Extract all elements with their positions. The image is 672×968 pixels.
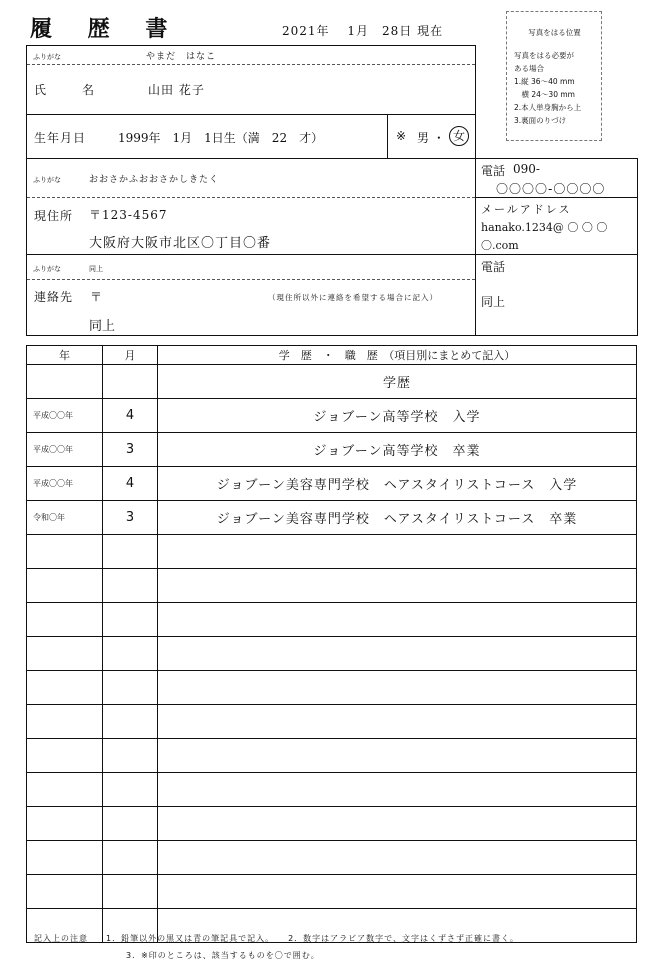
photo-placeholder bbox=[506, 11, 602, 141]
history-month-cell bbox=[103, 841, 158, 875]
furigana-label: ふりがな bbox=[33, 53, 61, 61]
history-content-cell bbox=[158, 841, 637, 875]
history-year-cell bbox=[27, 535, 103, 569]
divider bbox=[387, 115, 388, 158]
table-row bbox=[27, 637, 637, 671]
history-month-cell bbox=[103, 365, 158, 399]
name-value: 山田 花子 bbox=[148, 83, 205, 97]
gender-female-circled: 女 bbox=[449, 126, 469, 146]
history-content-cell bbox=[158, 705, 637, 739]
history-year-cell bbox=[27, 875, 103, 909]
address-furigana: おおさかふおおさかしきたく bbox=[89, 175, 220, 185]
table-header-row bbox=[27, 346, 637, 365]
history-content-cell bbox=[158, 671, 637, 705]
divider bbox=[476, 197, 637, 198]
email-value: 〇.com bbox=[481, 239, 519, 252]
birth-value: 1999年 1月 1日生（満 22 才） bbox=[118, 131, 324, 145]
history-month-cell bbox=[103, 739, 158, 773]
table-row bbox=[27, 807, 637, 841]
document-date: 2021年 1月 28日 現在 bbox=[282, 24, 444, 38]
name-label: 氏 名 bbox=[34, 83, 99, 97]
history-year-cell bbox=[27, 773, 103, 807]
table-row bbox=[27, 671, 637, 705]
contact-postal: 〒 bbox=[90, 290, 103, 304]
history-content-cell: ジョブーン美容専門学校 ヘアスタイリストコース 入学 bbox=[158, 467, 637, 501]
photo-title: 写真をはる位置 bbox=[528, 28, 581, 37]
history-month-cell: 3 bbox=[103, 501, 158, 535]
history-month-cell bbox=[103, 773, 158, 807]
history-content-cell: ジョブーン美容専門学校 ヘアスタイリストコース 卒業 bbox=[158, 501, 637, 535]
phone-value: 090- bbox=[513, 162, 540, 176]
history-content-cell: ジョブーン高等学校 卒業 bbox=[158, 433, 637, 467]
content-header: 学 歴 ・ 職 歴 （項目別にまとめて記入） bbox=[158, 346, 637, 365]
history-month-cell bbox=[103, 603, 158, 637]
photo-line: 横 24～30 mm bbox=[514, 90, 575, 99]
history-month-cell: 4 bbox=[103, 467, 158, 501]
history-year-cell: 平成〇〇年 bbox=[27, 433, 103, 467]
history-content-cell: 学歴 bbox=[158, 365, 637, 399]
email-value: hanako.1234@ 〇 〇 〇 bbox=[481, 221, 608, 234]
history-month-cell bbox=[103, 569, 158, 603]
phone-value: 〇〇〇〇-〇〇〇〇 bbox=[496, 182, 606, 196]
table-row bbox=[27, 365, 637, 399]
contact-line: 同上 bbox=[89, 319, 116, 334]
notes bbox=[34, 930, 519, 964]
divider bbox=[27, 197, 475, 198]
furigana-label: ふりがな bbox=[33, 265, 61, 273]
photo-line: 3.裏面のりづけ bbox=[514, 116, 567, 125]
address-postal: 〒123-4567 bbox=[89, 208, 168, 222]
address-label: 現住所 bbox=[34, 209, 74, 223]
history-month-cell bbox=[103, 875, 158, 909]
history-year-cell bbox=[27, 569, 103, 603]
history-year-cell bbox=[27, 365, 103, 399]
history-month-cell bbox=[103, 705, 158, 739]
history-year-cell bbox=[27, 705, 103, 739]
history-year-cell bbox=[27, 739, 103, 773]
furigana-label: ふりがな bbox=[33, 176, 61, 184]
contact-phone-value: 同上 bbox=[481, 295, 506, 309]
table-row bbox=[27, 467, 637, 501]
history-month-cell: 4 bbox=[103, 399, 158, 433]
table-row bbox=[27, 399, 637, 433]
contact-phone-label: 電話 bbox=[481, 260, 506, 274]
divider bbox=[27, 114, 475, 115]
history-month-cell: 3 bbox=[103, 433, 158, 467]
history-content-cell bbox=[158, 807, 637, 841]
notes-label: 記入上の注意 bbox=[34, 934, 88, 943]
table-row bbox=[27, 433, 637, 467]
history-year-cell: 平成〇〇年 bbox=[27, 399, 103, 433]
history-year-cell: 平成〇〇年 bbox=[27, 467, 103, 501]
table-row bbox=[27, 569, 637, 603]
table-row bbox=[27, 501, 637, 535]
divider bbox=[27, 254, 637, 255]
email-label: メールアドレス bbox=[481, 203, 572, 216]
table-row bbox=[27, 603, 637, 637]
history-content-cell bbox=[158, 637, 637, 671]
phone-label: 電話 bbox=[481, 164, 506, 178]
name-furigana: やまだ はなこ bbox=[146, 52, 217, 62]
history-content-cell bbox=[158, 603, 637, 637]
history-table bbox=[26, 345, 637, 943]
table-row bbox=[27, 773, 637, 807]
contact-note: （現住所以外に連絡を希望する場合に記入） bbox=[268, 293, 438, 302]
year-header: 年 bbox=[27, 346, 103, 365]
month-header: 月 bbox=[103, 346, 158, 365]
history-year-cell bbox=[27, 841, 103, 875]
history-year-cell: 令和〇年 bbox=[27, 501, 103, 535]
gender-male: 男 ・ bbox=[417, 131, 445, 145]
history-content-cell bbox=[158, 875, 637, 909]
address-line: 大阪府大阪市北区〇丁目〇番 bbox=[89, 236, 272, 251]
table-row bbox=[27, 739, 637, 773]
history-month-cell bbox=[103, 637, 158, 671]
divider bbox=[27, 64, 475, 65]
history-content-cell bbox=[158, 569, 637, 603]
birth-label: 生年月日 bbox=[34, 131, 87, 145]
history-year-cell bbox=[27, 807, 103, 841]
photo-line: 1.縦 36～40 mm bbox=[514, 77, 575, 86]
divider bbox=[27, 279, 475, 280]
photo-line: 写真をはる必要が bbox=[514, 51, 574, 60]
table-row bbox=[27, 535, 637, 569]
table-row bbox=[27, 875, 637, 909]
gender-mark: ※ bbox=[396, 129, 407, 143]
photo-line: ある場合 bbox=[514, 64, 544, 73]
history-year-cell bbox=[27, 603, 103, 637]
table-row bbox=[27, 705, 637, 739]
note-line: 3．※印のところは、該当するものを〇で囲む。 bbox=[126, 951, 320, 960]
history-year-cell bbox=[27, 671, 103, 705]
history-month-cell bbox=[103, 807, 158, 841]
contact-label: 連絡先 bbox=[34, 290, 74, 304]
history-content-cell: ジョブーン高等学校 入学 bbox=[158, 399, 637, 433]
history-content-cell bbox=[158, 535, 637, 569]
note-line: 1．鉛筆以外の黒又は青の筆記具で記入。 2．数字はアラビア数字で、文字はくずさず正確に書く。 bbox=[106, 934, 519, 943]
history-content-cell bbox=[158, 739, 637, 773]
photo-line: 2.本人単身胸から上 bbox=[514, 103, 582, 112]
history-month-cell bbox=[103, 671, 158, 705]
document-title: 履 歴 書 bbox=[30, 16, 182, 42]
divider bbox=[475, 159, 476, 335]
contact-furigana: 同上 bbox=[89, 265, 103, 273]
history-month-cell bbox=[103, 535, 158, 569]
history-content-cell bbox=[158, 773, 637, 807]
history-year-cell bbox=[27, 637, 103, 671]
table-row bbox=[27, 841, 637, 875]
